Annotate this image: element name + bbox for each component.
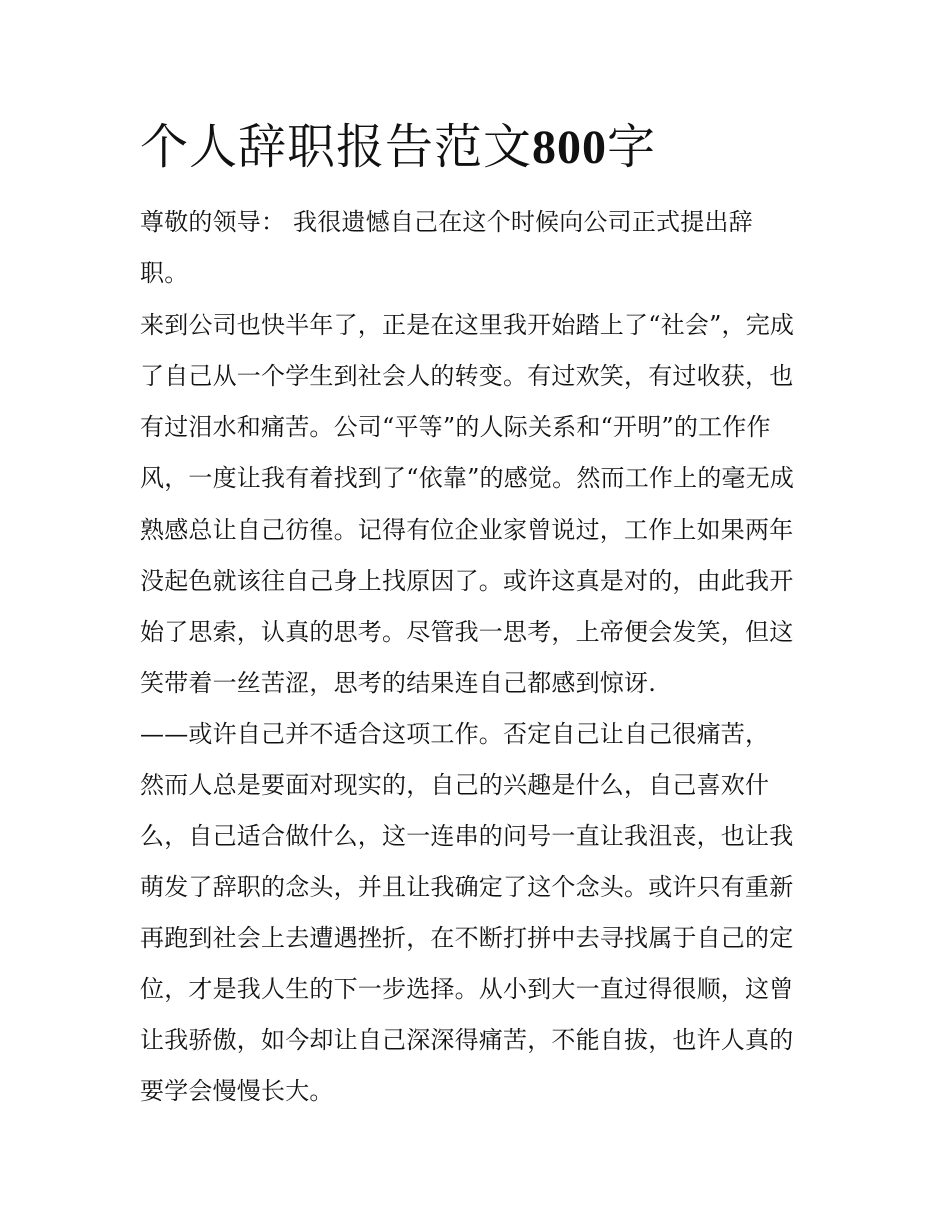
text-line: 让我骄傲，如今却让自己深深得痛苦，不能自拔，也许人真的 (140, 1026, 794, 1054)
text-line: 要学会慢慢长大。 (140, 1077, 334, 1105)
text-line: 风，一度让我有着找到了“依靠”的感觉。然而工作上的毫无成 (140, 464, 795, 492)
title-number: 800 (532, 121, 608, 174)
text-line: 职。 (140, 259, 189, 287)
title-text: 个人辞职报告范文 (140, 119, 533, 175)
title-suffix: 字 (607, 119, 657, 175)
text-line: 来到公司也快半年了，正是在这里我开始踏上了“社会”，完成 (140, 311, 795, 339)
text-line: 位，才是我人生的下一步选择。从小到大一直过得很顺，这曾 (140, 975, 794, 1003)
text-line: 没起色就该往自己身上找原因了。或许这真是对的，由此我开 (140, 567, 794, 595)
text-line: 笑带着一丝苦涩，思考的结果连自己都感到惊讶. (140, 669, 657, 697)
text-line: 了自己从一个学生到社会人的转变。有过欢笑，有过收获，也 (140, 362, 794, 390)
page-title (140, 112, 656, 183)
text-line: ——或许自己并不适合这项工作。否定自己让自己很痛苦， (140, 720, 770, 748)
text-line: 尊敬的领导： 我很遗憾自己在这个时候向公司正式提出辞 (140, 208, 753, 236)
text-line: 萌发了辞职的念头，并且让我确定了这个念头。或许只有重新 (140, 873, 794, 901)
text-line: 始了思索，认真的思考。尽管我一思考，上帝便会发笑，但这 (140, 618, 794, 646)
text-line: 再跑到社会上去遭遇挫折，在不断打拼中去寻找属于自己的定 (140, 924, 794, 952)
text-line: 么，自己适合做什么，这一连串的问号一直让我沮丧，也让我 (140, 822, 794, 850)
text-line: 有过泪水和痛苦。公司“平等”的人际关系和“开明”的工作作 (140, 413, 771, 441)
text-line: 然而人总是要面对现实的，自己的兴趣是什么，自己喜欢什 (140, 771, 770, 799)
text-line: 熟感总让自己彷徨。记得有位企业家曾说过，工作上如果两年 (140, 516, 794, 544)
